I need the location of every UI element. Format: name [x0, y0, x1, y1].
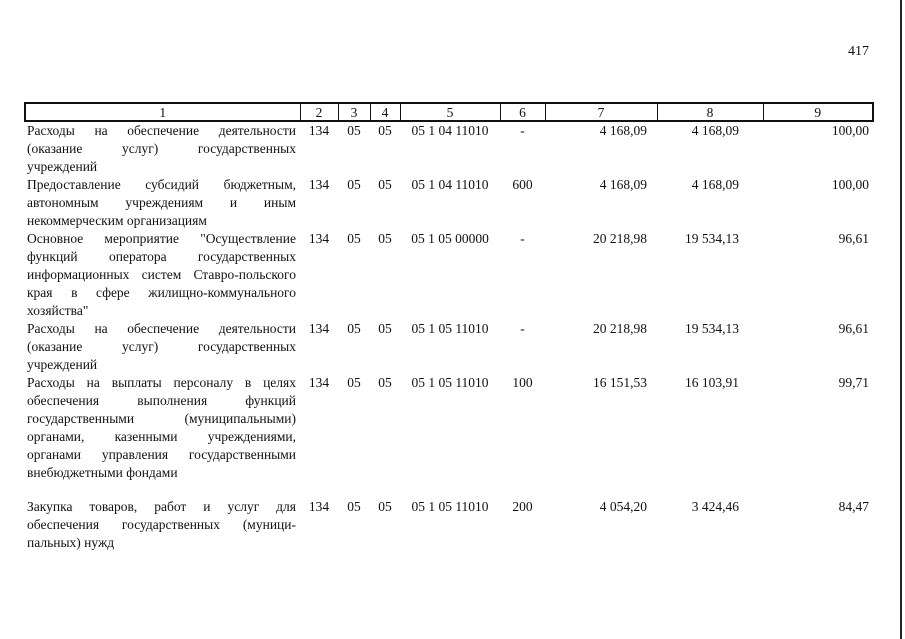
- row-col7: 4 054,20: [599, 499, 647, 514]
- header-col-5: 5: [400, 103, 500, 121]
- row-col8: 19 534,13: [685, 231, 739, 246]
- row-col5: 05 1 04 11010: [411, 177, 489, 192]
- row-description: Расходы на выплаты персоналу в целях обеспечения выполнения функций государственными (муниципальными) органами, казенными учреждениями, органами управления государственными внебюджетными фондами: [27, 375, 296, 480]
- row-col5: 05 1 05 11010: [411, 375, 489, 390]
- row-col5: 05 1 04 11010: [411, 123, 489, 138]
- row-col6: 600: [512, 177, 533, 192]
- table-row: [25, 374, 873, 482]
- row-col4: 05: [378, 499, 392, 514]
- row-col5: 05 1 05 11010: [411, 321, 489, 336]
- table-row: [25, 230, 873, 320]
- row-col8: 3 424,46: [691, 499, 739, 514]
- page-edge-rule: [900, 0, 902, 639]
- row-col3: 05: [347, 231, 361, 246]
- row-col8: 19 534,13: [685, 321, 739, 336]
- row-description: Расходы на обеспечение деятельности (оказание услуг) государственных учреждений: [27, 321, 296, 372]
- row-col7: 4 168,09: [599, 177, 647, 192]
- table-row: [25, 121, 873, 176]
- spacer-row: [25, 482, 873, 498]
- header-col-8: 8: [657, 103, 763, 121]
- row-col8: 16 103,91: [685, 375, 739, 390]
- row-col4: 05: [378, 375, 392, 390]
- row-col7: 16 151,53: [593, 375, 647, 390]
- row-col9: 99,71: [838, 375, 869, 390]
- row-col3: 05: [347, 123, 361, 138]
- row-col7: 20 218,98: [593, 231, 647, 246]
- row-col3: 05: [347, 177, 361, 192]
- row-col7: 4 168,09: [599, 123, 647, 138]
- row-col4: 05: [378, 321, 392, 336]
- header-col-6: 6: [500, 103, 545, 121]
- row-col6: -: [520, 123, 525, 138]
- row-col9: 96,61: [838, 321, 869, 336]
- table-row: [25, 498, 873, 552]
- row-col4: 05: [378, 231, 392, 246]
- row-col9: 100,00: [831, 177, 869, 192]
- header-col-3: 3: [338, 103, 370, 121]
- header-col-2: 2: [300, 103, 338, 121]
- spacer-cell: [25, 482, 873, 498]
- row-col2: 134: [308, 123, 330, 138]
- table-row: [25, 320, 873, 374]
- row-col4: 05: [378, 177, 392, 192]
- row-description: Предоставление субсидий бюджетным, автономным учреждениям и иным некоммерческим организациям: [27, 177, 296, 228]
- header-row: [25, 103, 873, 121]
- row-col2: 134: [308, 321, 330, 336]
- table-row: [25, 176, 873, 230]
- row-col2: 134: [308, 375, 330, 390]
- row-col9: 84,47: [838, 499, 869, 514]
- row-col9: 96,61: [838, 231, 869, 246]
- budget-table: [24, 102, 874, 552]
- row-col6: -: [520, 321, 525, 336]
- row-col6: 200: [512, 499, 533, 514]
- row-description: Основное мероприятие "Осуществление функций оператора государственных информационных систем Ставро-польского края в сфере жилищно-коммунального хозяйства": [27, 231, 296, 318]
- row-col4: 05: [378, 123, 392, 138]
- row-col6: 100: [512, 375, 533, 390]
- row-col8: 4 168,09: [691, 123, 739, 138]
- header-col-1: 1: [25, 103, 300, 121]
- row-col3: 05: [347, 375, 361, 390]
- header-col-9: 9: [763, 103, 873, 121]
- header-col-7: 7: [545, 103, 657, 121]
- row-description: Закупка товаров, работ и услуг для обеспечения государственных (муници-пальных) нужд: [27, 499, 296, 550]
- row-col5: 05 1 05 00000: [411, 231, 489, 246]
- row-col2: 134: [308, 177, 330, 192]
- row-col8: 4 168,09: [691, 177, 739, 192]
- row-col3: 05: [347, 321, 361, 336]
- page-number: 417: [848, 44, 869, 59]
- row-col7: 20 218,98: [593, 321, 647, 336]
- row-col9: 100,00: [831, 123, 869, 138]
- row-col2: 134: [308, 499, 330, 514]
- row-col3: 05: [347, 499, 361, 514]
- row-col5: 05 1 05 11010: [411, 499, 489, 514]
- header-col-4: 4: [370, 103, 400, 121]
- row-description: Расходы на обеспечение деятельности (оказание услуг) государственных учреждений: [27, 123, 296, 174]
- row-col2: 134: [308, 231, 330, 246]
- row-col6: -: [520, 231, 525, 246]
